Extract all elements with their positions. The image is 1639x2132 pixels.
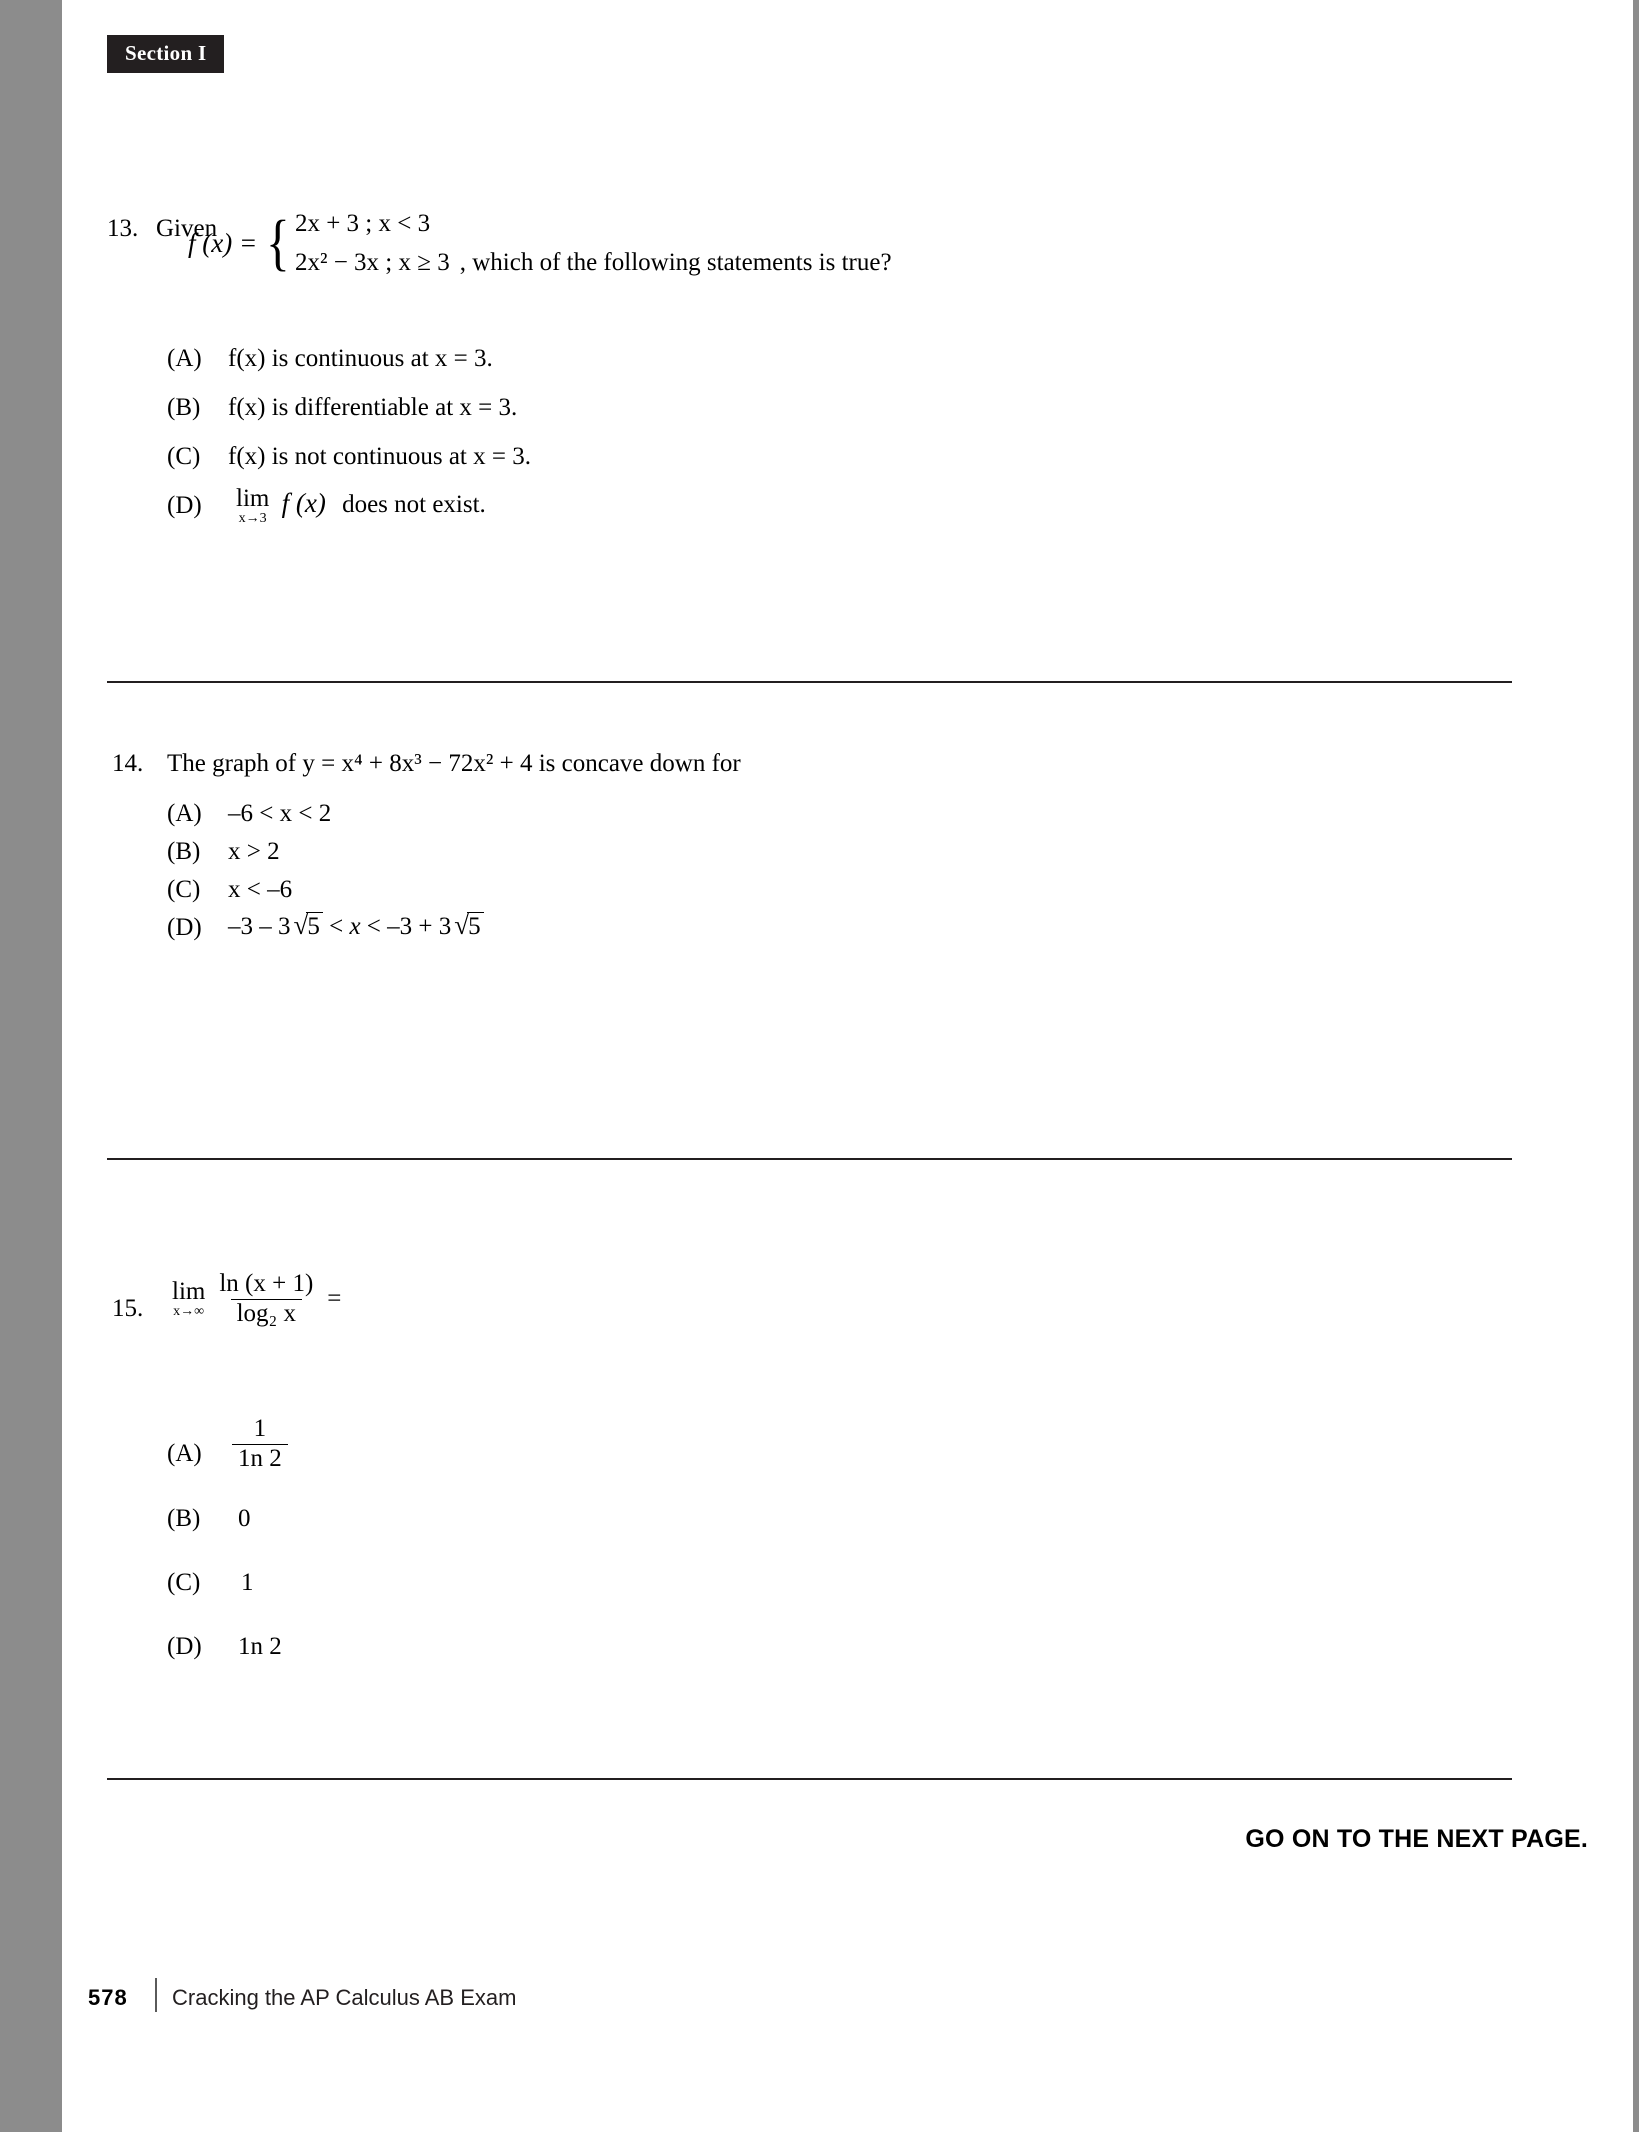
q15-fraction (213, 1270, 319, 1329)
q13-choice-b-text[interactable]: f(x) is differentiable at x = 3. (228, 394, 518, 421)
q15-denominator: log₂ x (231, 1299, 302, 1329)
q15-choice-c-text[interactable]: 1 (241, 1569, 254, 1596)
q15-choice-d-text[interactable]: 1n 2 (238, 1633, 282, 1660)
case-bottom: 2x² − 3x ; x ≥ 3 (294, 248, 450, 276)
q13-choice-c-label[interactable]: (C) (167, 443, 201, 470)
footer-divider (155, 1978, 157, 2012)
q15-limit-operator (172, 1279, 205, 1319)
q15-a-fraction (232, 1415, 288, 1474)
limit-subscript: x→3 (238, 511, 267, 526)
q13-choice-a-text[interactable]: f(x) is continuous at x = 3. (228, 345, 493, 372)
section-tag: Section I (107, 35, 224, 73)
footer-page-number: 578 (88, 1985, 128, 2010)
question-13-number: 13. (107, 215, 139, 242)
q14-choice-b-text[interactable]: x > 2 (228, 838, 280, 865)
q15-a-denominator: 1n 2 (232, 1444, 288, 1474)
q15-limit-word: lim (172, 1278, 206, 1306)
q14-choice-d-text[interactable] (228, 910, 484, 941)
q14-choice-b-label[interactable]: (B) (167, 838, 201, 865)
q13-choice-a-label[interactable]: (A) (167, 345, 202, 372)
q15-choice-d-label[interactable]: (D) (167, 1633, 202, 1660)
right-gutter-bar (1633, 0, 1639, 2132)
limit-after-text: does not exist. (342, 490, 486, 518)
limit-word: lim (236, 485, 270, 512)
q15-choice-b-text[interactable]: 0 (238, 1505, 251, 1532)
divider-after-q14 (107, 1158, 1512, 1160)
question-14-number: 14. (112, 750, 144, 777)
page-content (62, 0, 1633, 2132)
question-14-stem: The graph of y = x⁴ + 8x³ − 72x² + 4 is concave down for (167, 750, 741, 777)
q13-choice-d-label[interactable]: (D) (167, 492, 202, 519)
divider-after-q15 (107, 1778, 1512, 1780)
q15-choice-a-label[interactable]: (A) (167, 1440, 202, 1467)
question-15-number: 15. (112, 1295, 144, 1322)
q14-choice-c-label[interactable]: (C) (167, 876, 201, 903)
left-gutter-bar (0, 0, 62, 2132)
q15-a-numerator: 1 (253, 1415, 267, 1442)
q15-choice-c-label[interactable]: (C) (167, 1569, 201, 1596)
q13-choice-c-text[interactable]: f(x) is not continuous at x = 3. (228, 443, 531, 470)
q15-limit-subscript: x→∞ (173, 1304, 205, 1320)
question-13-lead: Given (156, 215, 218, 242)
function-label: f (x) = (188, 228, 258, 259)
q15-equals: = (327, 1285, 342, 1313)
left-brace-icon: { (266, 208, 290, 277)
q13-choice-d-text[interactable] (236, 486, 486, 526)
divider-after-q13 (107, 681, 1512, 683)
question-15-stem (172, 1270, 341, 1329)
limit-operator (236, 486, 269, 526)
q14-choice-c-text[interactable]: x < –6 (228, 876, 293, 903)
q15-choice-a-text[interactable] (232, 1415, 288, 1474)
q14-d-expression: –3 – 3 √5 < x < –3 + 3 √5 (228, 913, 484, 940)
limit-function: f (x) (281, 487, 326, 518)
q14-choice-d-label[interactable]: (D) (167, 914, 202, 941)
q14-choice-a-text[interactable]: –6 < x < 2 (228, 800, 332, 827)
question-13-piecewise (174, 205, 892, 283)
q13-choice-b-label[interactable]: (B) (167, 394, 201, 421)
go-on-next-page-label: GO ON TO THE NEXT PAGE. (1245, 1825, 1588, 1853)
q15-choice-b-label[interactable]: (B) (167, 1505, 201, 1532)
q14-choice-a-label[interactable]: (A) (167, 800, 202, 827)
question-13-tail: , which of the following statements is true? (459, 248, 892, 276)
case-top: 2x + 3 ; x < 3 (294, 210, 431, 237)
piecewise-cases (295, 205, 450, 283)
q15-numerator: ln (x + 1) (219, 1270, 314, 1297)
footer-book-title: Cracking the AP Calculus AB Exam (172, 1985, 517, 2010)
